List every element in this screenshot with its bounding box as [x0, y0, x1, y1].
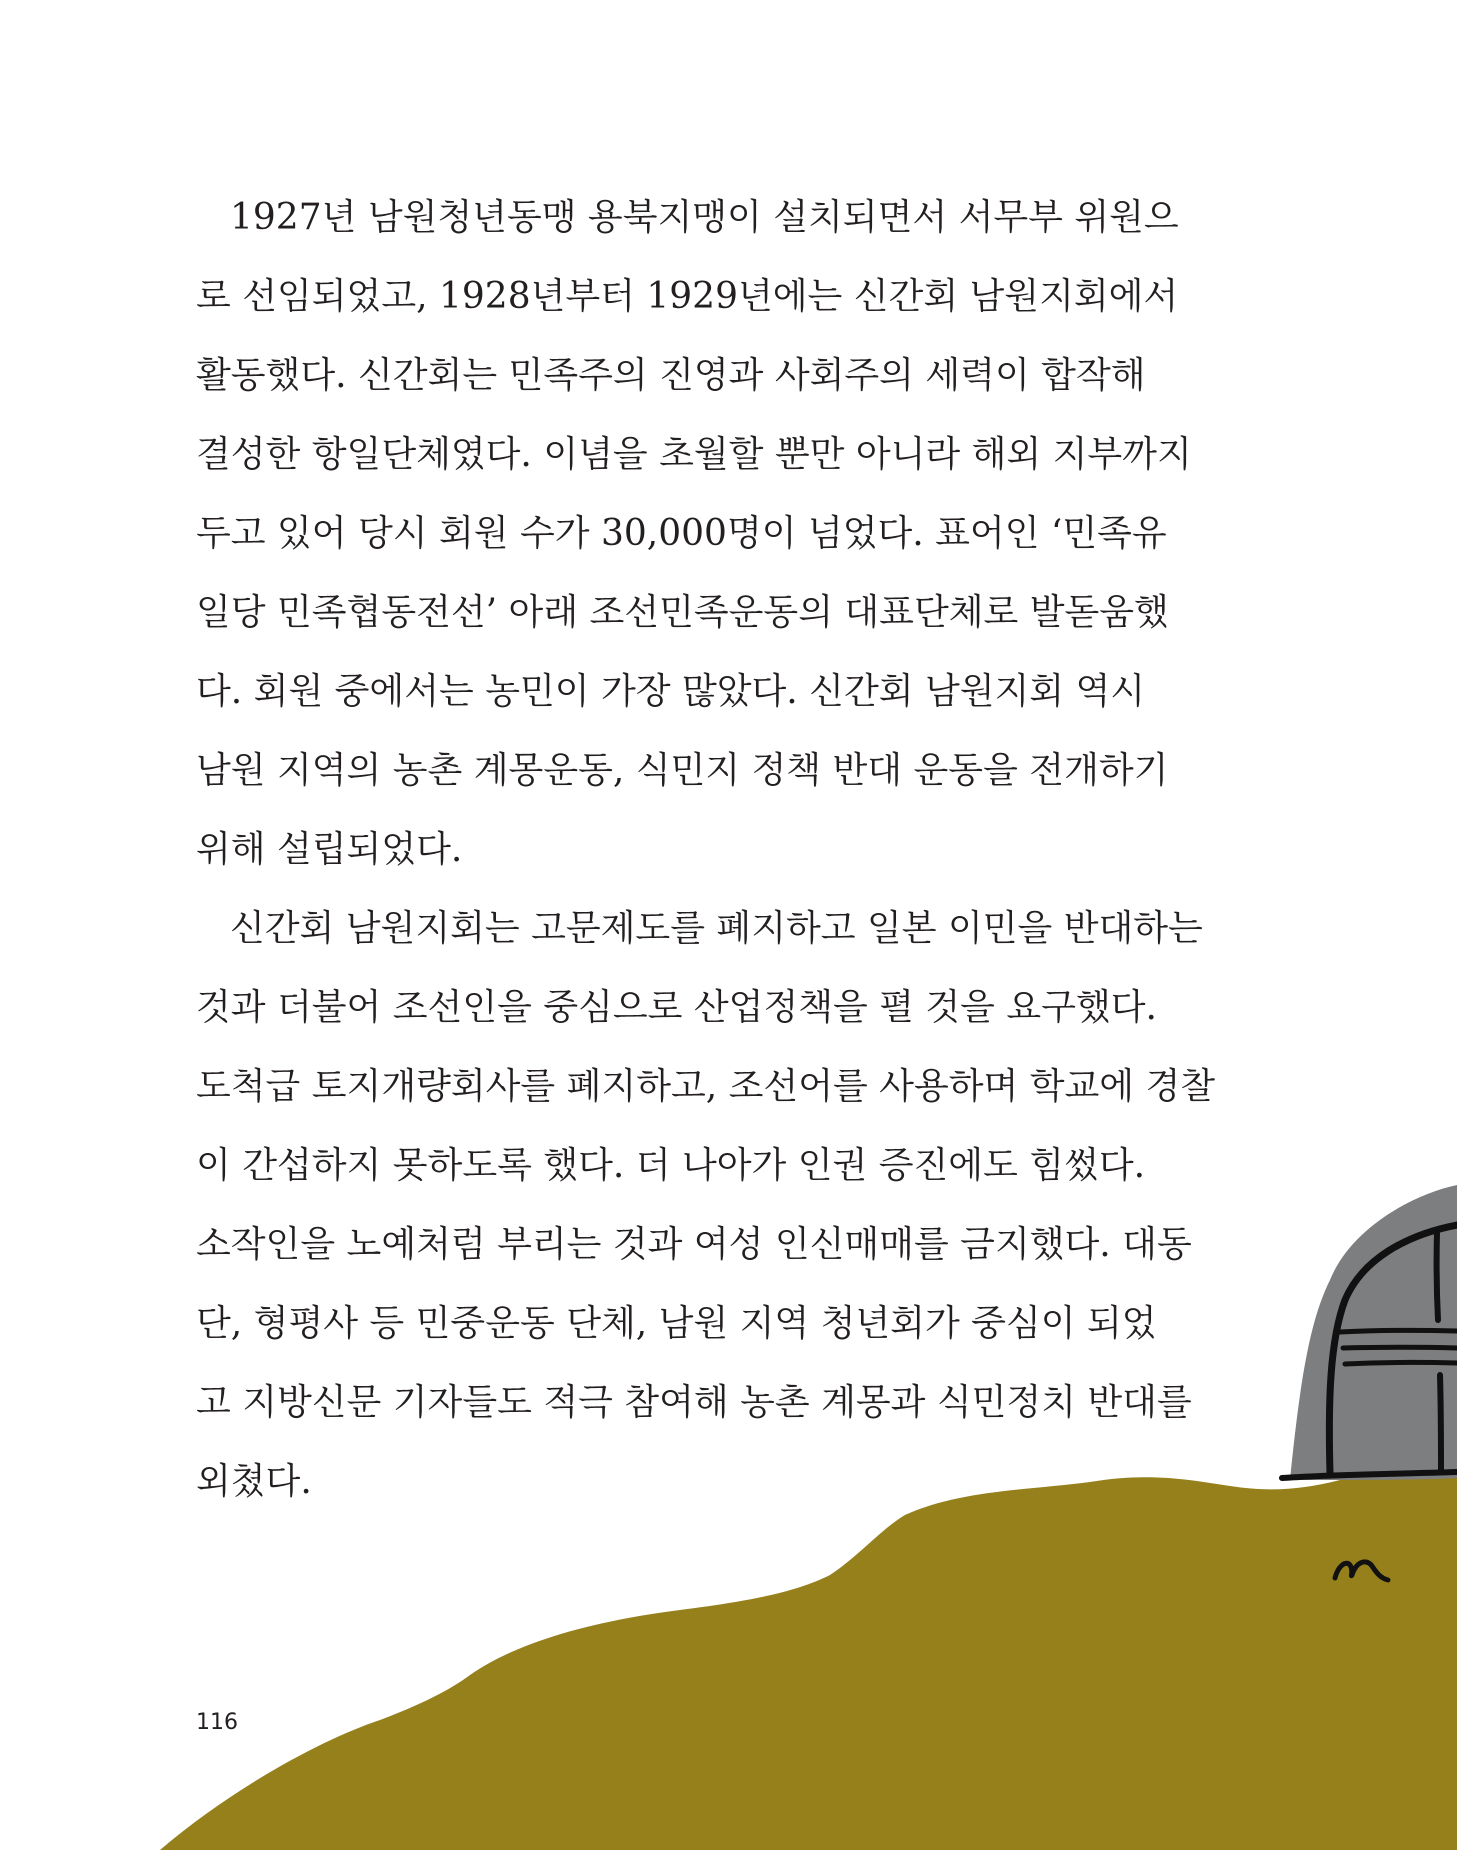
paragraph-line: 두고 있어 당시 회원 수가 30,000명이 넘었다. 표어인 ‘민족유	[196, 513, 1167, 554]
paragraph-line: 로 선임되었고, 1928년부터 1929년에는 신간회 남원지회에서	[196, 276, 1179, 317]
paragraph-line: 것과 더불어 조선인을 중심으로 산업정책을 펼 것을 요구했다.	[196, 987, 1157, 1028]
paragraph-line: 결성한 항일단체였다. 이념을 초월할 뿐만 아니라 해외 지부까지	[196, 434, 1192, 475]
paragraph-line: 고 지방신문 기자들도 적극 참여해 농촌 계몽과 식민정치 반대를	[196, 1382, 1192, 1423]
page-number: 116	[196, 1710, 238, 1735]
stone-vertical-2	[1440, 1375, 1441, 1470]
paragraph-line: 도척급 토지개량회사를 폐지하고, 조선어를 사용하며 학교에 경찰	[196, 1066, 1216, 1107]
paragraph-line: 소작인을 노예처럼 부리는 것과 여성 인신매매를 금지했다. 대동	[196, 1224, 1192, 1265]
stone-groove-1	[1340, 1330, 1457, 1332]
paragraph-line: 단, 형평사 등 민중운동 단체, 남원 지역 청년회가 중심이 되었	[196, 1303, 1157, 1344]
paragraph-line: 다. 회원 중에서는 농민이 가장 많았다. 신간회 남원지회 역시	[196, 671, 1146, 712]
ground-hill	[160, 1469, 1457, 1850]
body-text	[196, 178, 1216, 1521]
paragraph-line: 위해 설립되었다.	[196, 829, 463, 870]
paragraph-line: 남원 지역의 농촌 계몽운동, 식민지 정책 반대 운동을 전개하기	[196, 750, 1169, 791]
paragraph-line: 활동했다. 신간회는 민족주의 진영과 사회주의 세력이 합작해	[196, 355, 1146, 396]
paragraph-line: 일당 민족협동전선’ 아래 조선민족운동의 대표단체로 발돋움했	[196, 592, 1169, 633]
paragraph-line: 이 간섭하지 못하도록 했다. 더 나아가 인권 증진에도 힘썼다.	[196, 1145, 1146, 1186]
paragraph-line: 1927년 남원청년동맹 용북지맹이 설치되면서 서무부 위원으	[230, 197, 1179, 238]
stone-groove-3	[1345, 1362, 1457, 1364]
stone-groove-2	[1343, 1347, 1457, 1348]
paragraph-line: 신간회 남원지회는 고문제도를 폐지하고 일본 이민을 반대하는	[230, 908, 1203, 949]
stone-vertical-1	[1437, 1232, 1438, 1320]
paragraph-line: 외쳤다.	[196, 1461, 312, 1502]
